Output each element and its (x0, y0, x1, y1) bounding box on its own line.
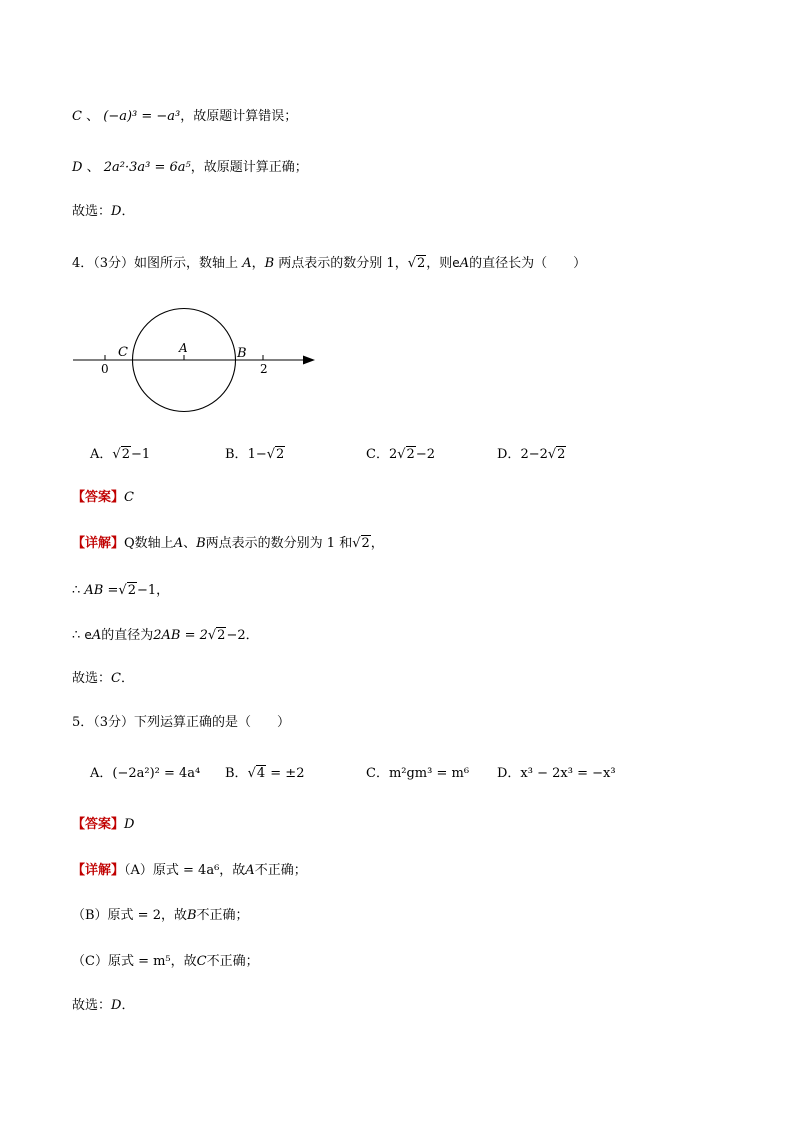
question-4-stem: 4．（3分）如图所示，数轴上 A，B 两点表示的数分别 1，√2，则eA的直径长为（ ） (72, 256, 587, 271)
q4-choose: 故选：C． (72, 671, 134, 686)
q4-option-b: B．1−√2 (225, 447, 285, 462)
label-b: B (237, 346, 247, 361)
label-a: A (179, 341, 188, 355)
label-0: 0 (101, 362, 109, 376)
q4-option-a: A．√2−1 (90, 447, 151, 462)
q4-option-d: D．2−2√2 (497, 447, 566, 462)
q4-detail-1: 【详解】Q数轴上A、B两点表示的数分别为 1 和√2， (72, 536, 384, 551)
q4-answer: 【答案】C (72, 490, 134, 505)
option-d-explanation: D 、 2a²·3a³ = 6a⁵，故原题计算正确； (72, 160, 308, 175)
q5-option-d: D．x³ − 2x³ = −x³ (497, 766, 616, 781)
q4-option-c: C．2√2−2 (366, 447, 435, 462)
q5-option-c: C．m²gm³ = m⁶ (366, 766, 470, 781)
choose-line-q3: 故选：D． (72, 204, 135, 219)
q4-detail-3: ∴ eA的直径为2AB = 2√2−2． (72, 628, 259, 643)
option-c-explanation: C 、 (−a)³ = −a³，故原题计算错误； (72, 109, 298, 124)
q5-detail-2: （B）原式 = 2，故B不正确； (72, 908, 249, 923)
circle-symbol: e (452, 256, 460, 270)
q5-option-a: A．(−2a²)² = 4a⁴ (90, 766, 201, 781)
label-c: C (118, 345, 128, 360)
q5-detail-1: 【详解】（A）原式 = 4a⁶，故A不正确； (72, 863, 307, 878)
q5-detail-3: （C）原式 = m⁵，故C不正确； (72, 954, 259, 969)
sqrt-2: √2 (407, 256, 426, 271)
q5-choose: 故选：D． (72, 998, 135, 1013)
arrow-head-icon (303, 356, 315, 365)
q5-answer: 【答案】D (72, 817, 135, 832)
label-2: 2 (260, 362, 268, 376)
q4-detail-2: ∴ AB =√2−1， (72, 583, 170, 598)
number-line-circle-figure (70, 300, 320, 420)
q5-option-b: B．√4 = ±2 (225, 766, 305, 781)
question-5-stem: 5．（3分）下列运算正确的是（ ） (72, 715, 291, 730)
